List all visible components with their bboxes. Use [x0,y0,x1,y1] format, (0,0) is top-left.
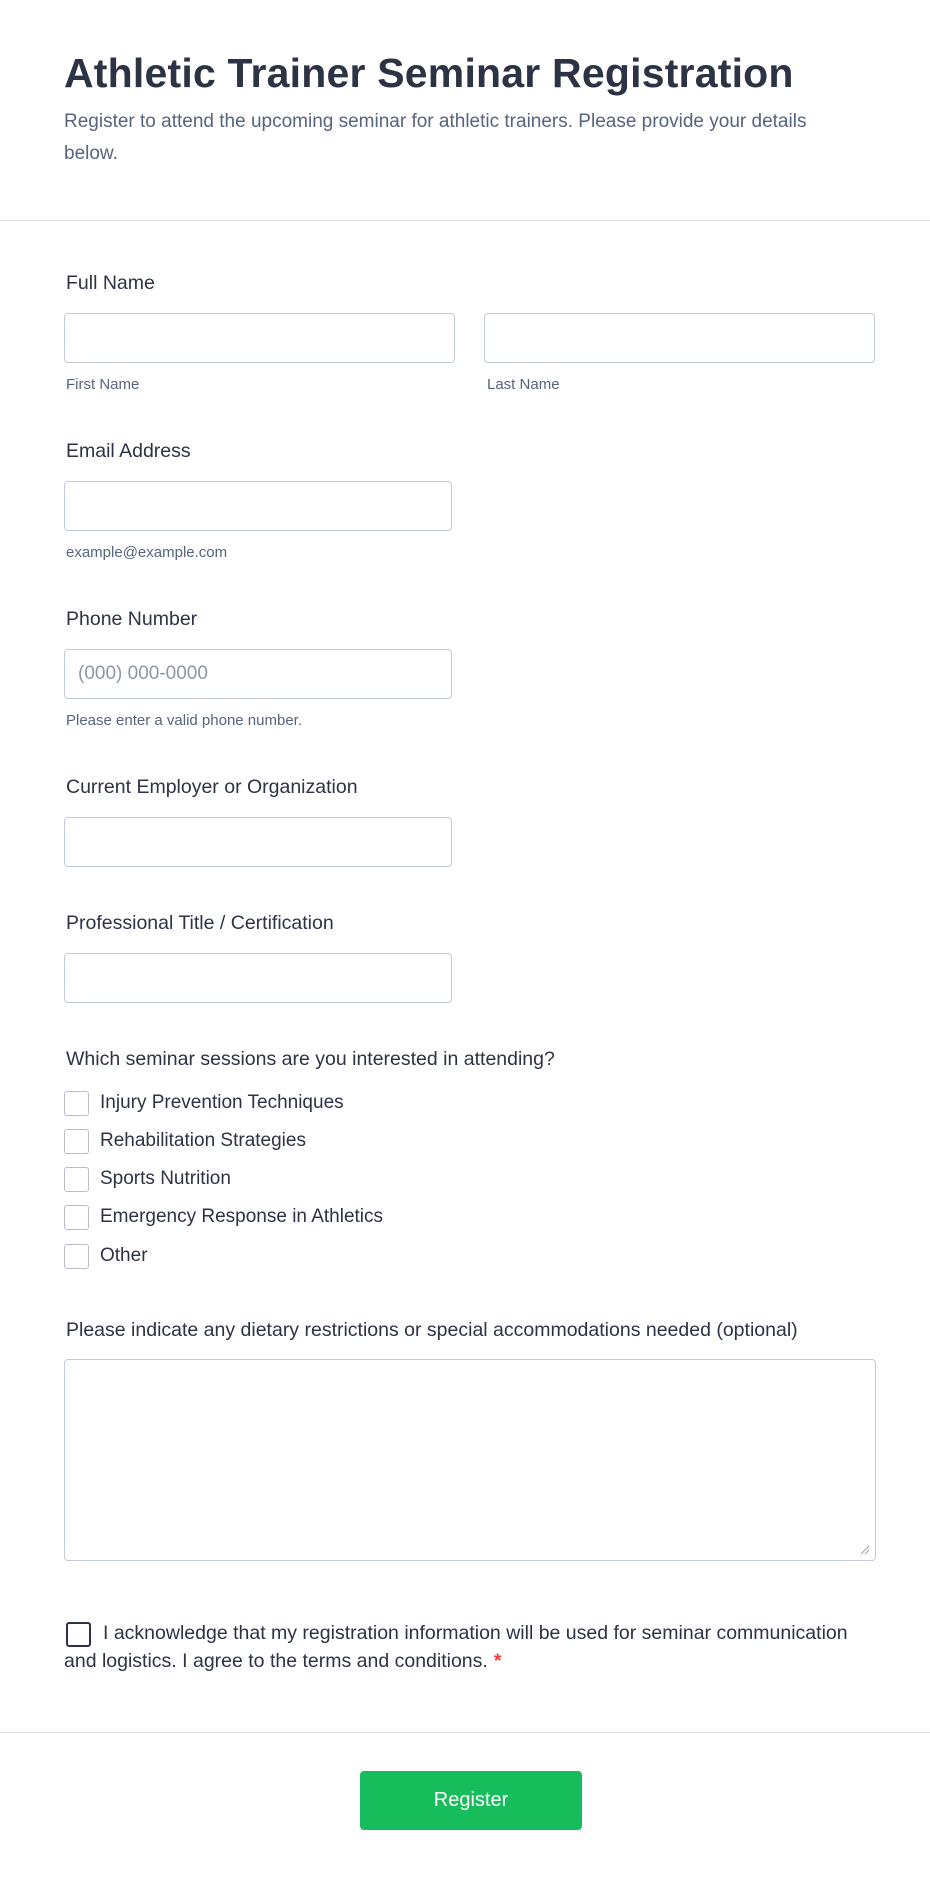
session-option[interactable] [64,1128,306,1154]
session-checkbox[interactable] [64,1091,89,1116]
page-title: Athletic Trainer Seminar Registration [64,50,794,96]
session-checkbox[interactable] [64,1244,89,1269]
accommodations-label: Please indicate any dietary restrictions or special accommodations needed (optional) [66,1319,798,1341]
session-option-label: Other [100,1245,148,1266]
accommodations-textarea[interactable] [64,1359,876,1561]
session-option[interactable] [64,1243,148,1269]
employer-input[interactable] [64,817,452,867]
session-option-label: Sports Nutrition [100,1168,231,1189]
email-input[interactable] [64,481,452,531]
session-option[interactable] [64,1166,231,1192]
email-sublabel: example@example.com [66,544,228,561]
form-header [0,0,930,221]
first-name-input[interactable] [64,313,455,363]
sessions-label: Which seminar sessions are you interested in attending? [66,1048,555,1070]
footer-divider [0,1732,930,1733]
email-label: Email Address [66,440,191,462]
professional-title-input[interactable] [64,953,452,1003]
first-name-sublabel: First Name [66,376,140,393]
full-name-label: Full Name [66,272,155,294]
session-option-label: Rehabilitation Strategies [100,1130,306,1151]
acknowledge-label [64,1619,874,1675]
session-option-label: Injury Prevention Techniques [100,1092,344,1113]
session-checkbox[interactable] [64,1205,89,1230]
phone-input[interactable] [64,649,452,699]
session-checkbox[interactable] [64,1129,89,1154]
acknowledge-text: I acknowledge that my registration information will be used for seminar communication and logistics. I agree to the terms and conditions. [64,1622,848,1672]
required-asterisk: * [493,1650,502,1672]
session-checkbox[interactable] [64,1167,89,1192]
session-option[interactable] [64,1090,344,1116]
phone-label: Phone Number [66,608,198,630]
session-option-label: Emergency Response in Athletics [100,1206,384,1227]
register-button[interactable]: Register [360,1771,582,1830]
session-option[interactable] [64,1204,383,1230]
employer-label: Current Employer or Organization [66,776,358,798]
resize-grip-icon[interactable] [858,1543,870,1555]
last-name-input[interactable] [484,313,875,363]
page-subtitle: Register to attend the upcoming seminar for athletic trainers. Please provide your details below. [64,111,807,164]
last-name-sublabel: Last Name [487,376,560,393]
professional-title-label: Professional Title / Certification [66,912,334,934]
phone-sublabel: Please enter a valid phone number. [66,712,302,729]
